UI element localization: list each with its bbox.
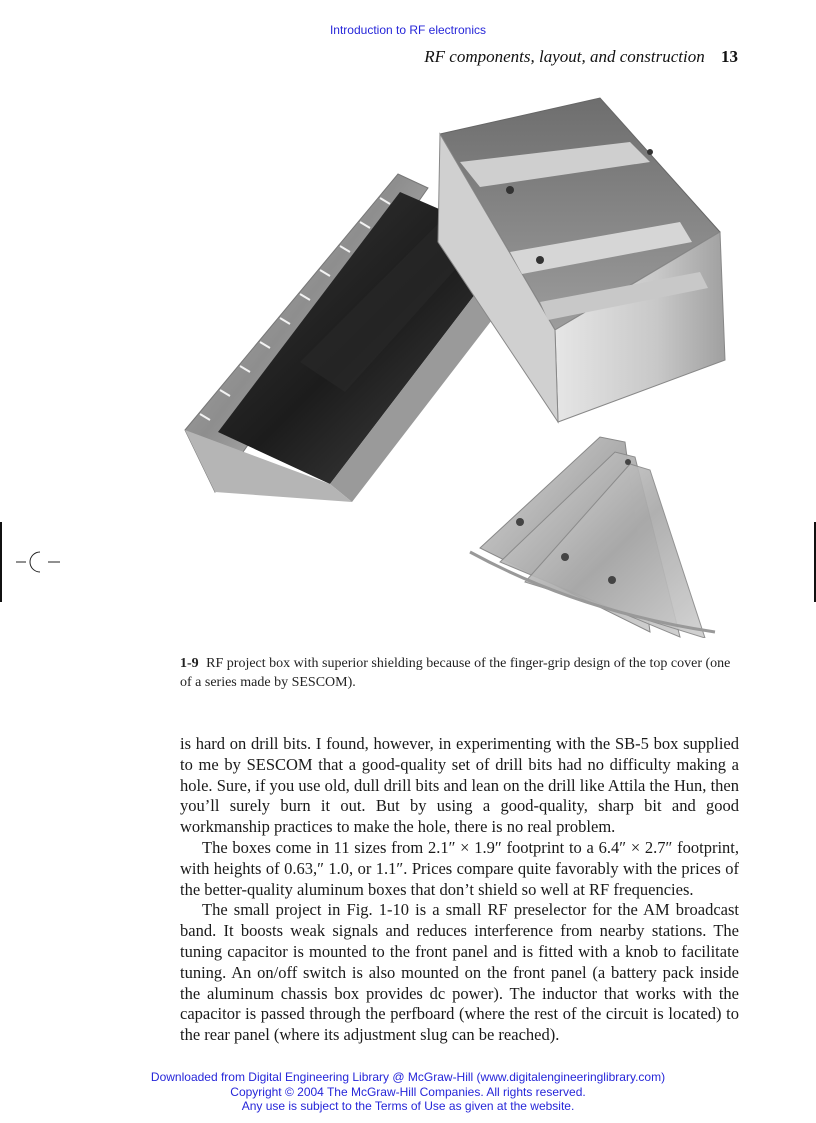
figure-caption-text: RF project box with superior shielding because of the finger-grip design of the top cover (one of a series made by SESCOM). bbox=[180, 656, 731, 690]
running-head bbox=[424, 47, 738, 67]
figure-photo bbox=[180, 92, 742, 638]
paragraph-1: is hard on drill bits. I found, however, in experimenting with the SB-5 box supplied to me by SESCOM that a good-quality set of drill bits had no difficulty making a hole. Sure, if you use old, dull drill bits and lean on the drill like Attila the Hun, then you’ll surely burn it out. But by using a good-quality, sharp bit and good workmanship practices to make the hole, there is no real problem. bbox=[180, 734, 739, 837]
photo-rf-project-box-icon bbox=[180, 92, 742, 638]
top-link-title[interactable]: Introduction to RF electronics bbox=[329, 23, 487, 37]
paragraph-2: The boxes come in 11 sizes from 2.1″ × 1.9″ footprint to a 6.4″ × 2.7″ footprint, with heights of 0.63,″ 1.0, or 1.1″. Prices compare quite favorably with the prices of the better-quality aluminum boxes that don’t shield so well at RF frequencies. bbox=[180, 837, 739, 899]
figure-caption bbox=[180, 654, 740, 692]
crop-line-left bbox=[0, 522, 2, 602]
paragraph-3: The small project in Fig. 1-10 is a small RF preselector for the AM broadcast band. It boosts weak signals and reduces interference from nearby stations. The tuning capacitor is mounted to the front panel and is fitted with a knob to facilitate tuning. An on/off switch is also mounted on the front panel (a battery pack inside the aluminum chassis box provides dc power). The inductor that works with the capacitor is passed through the perfboard (where the rest of the circuit is located) to the rear panel (where its adjustment slug can be reached). bbox=[180, 900, 739, 1045]
figure-number: 1-9 bbox=[180, 656, 199, 671]
body-text bbox=[180, 734, 739, 1046]
footer-copyright: Copyright © 2004 The McGraw-Hill Companies. All rights reserved. bbox=[230, 1084, 586, 1099]
running-head-title: RF components, layout, and construction bbox=[424, 47, 705, 66]
footer-terms-link[interactable]: Any use is subject to the Terms of Use as given at the website. bbox=[241, 1099, 575, 1113]
registration-mark-icon bbox=[16, 550, 60, 574]
page-number: 13 bbox=[721, 47, 738, 66]
footer bbox=[0, 1070, 816, 1114]
footer-download-link[interactable]: Downloaded from Digital Engineering Library @ McGraw-Hill (www.digitalengineeringlibrary.com) bbox=[150, 1070, 666, 1084]
